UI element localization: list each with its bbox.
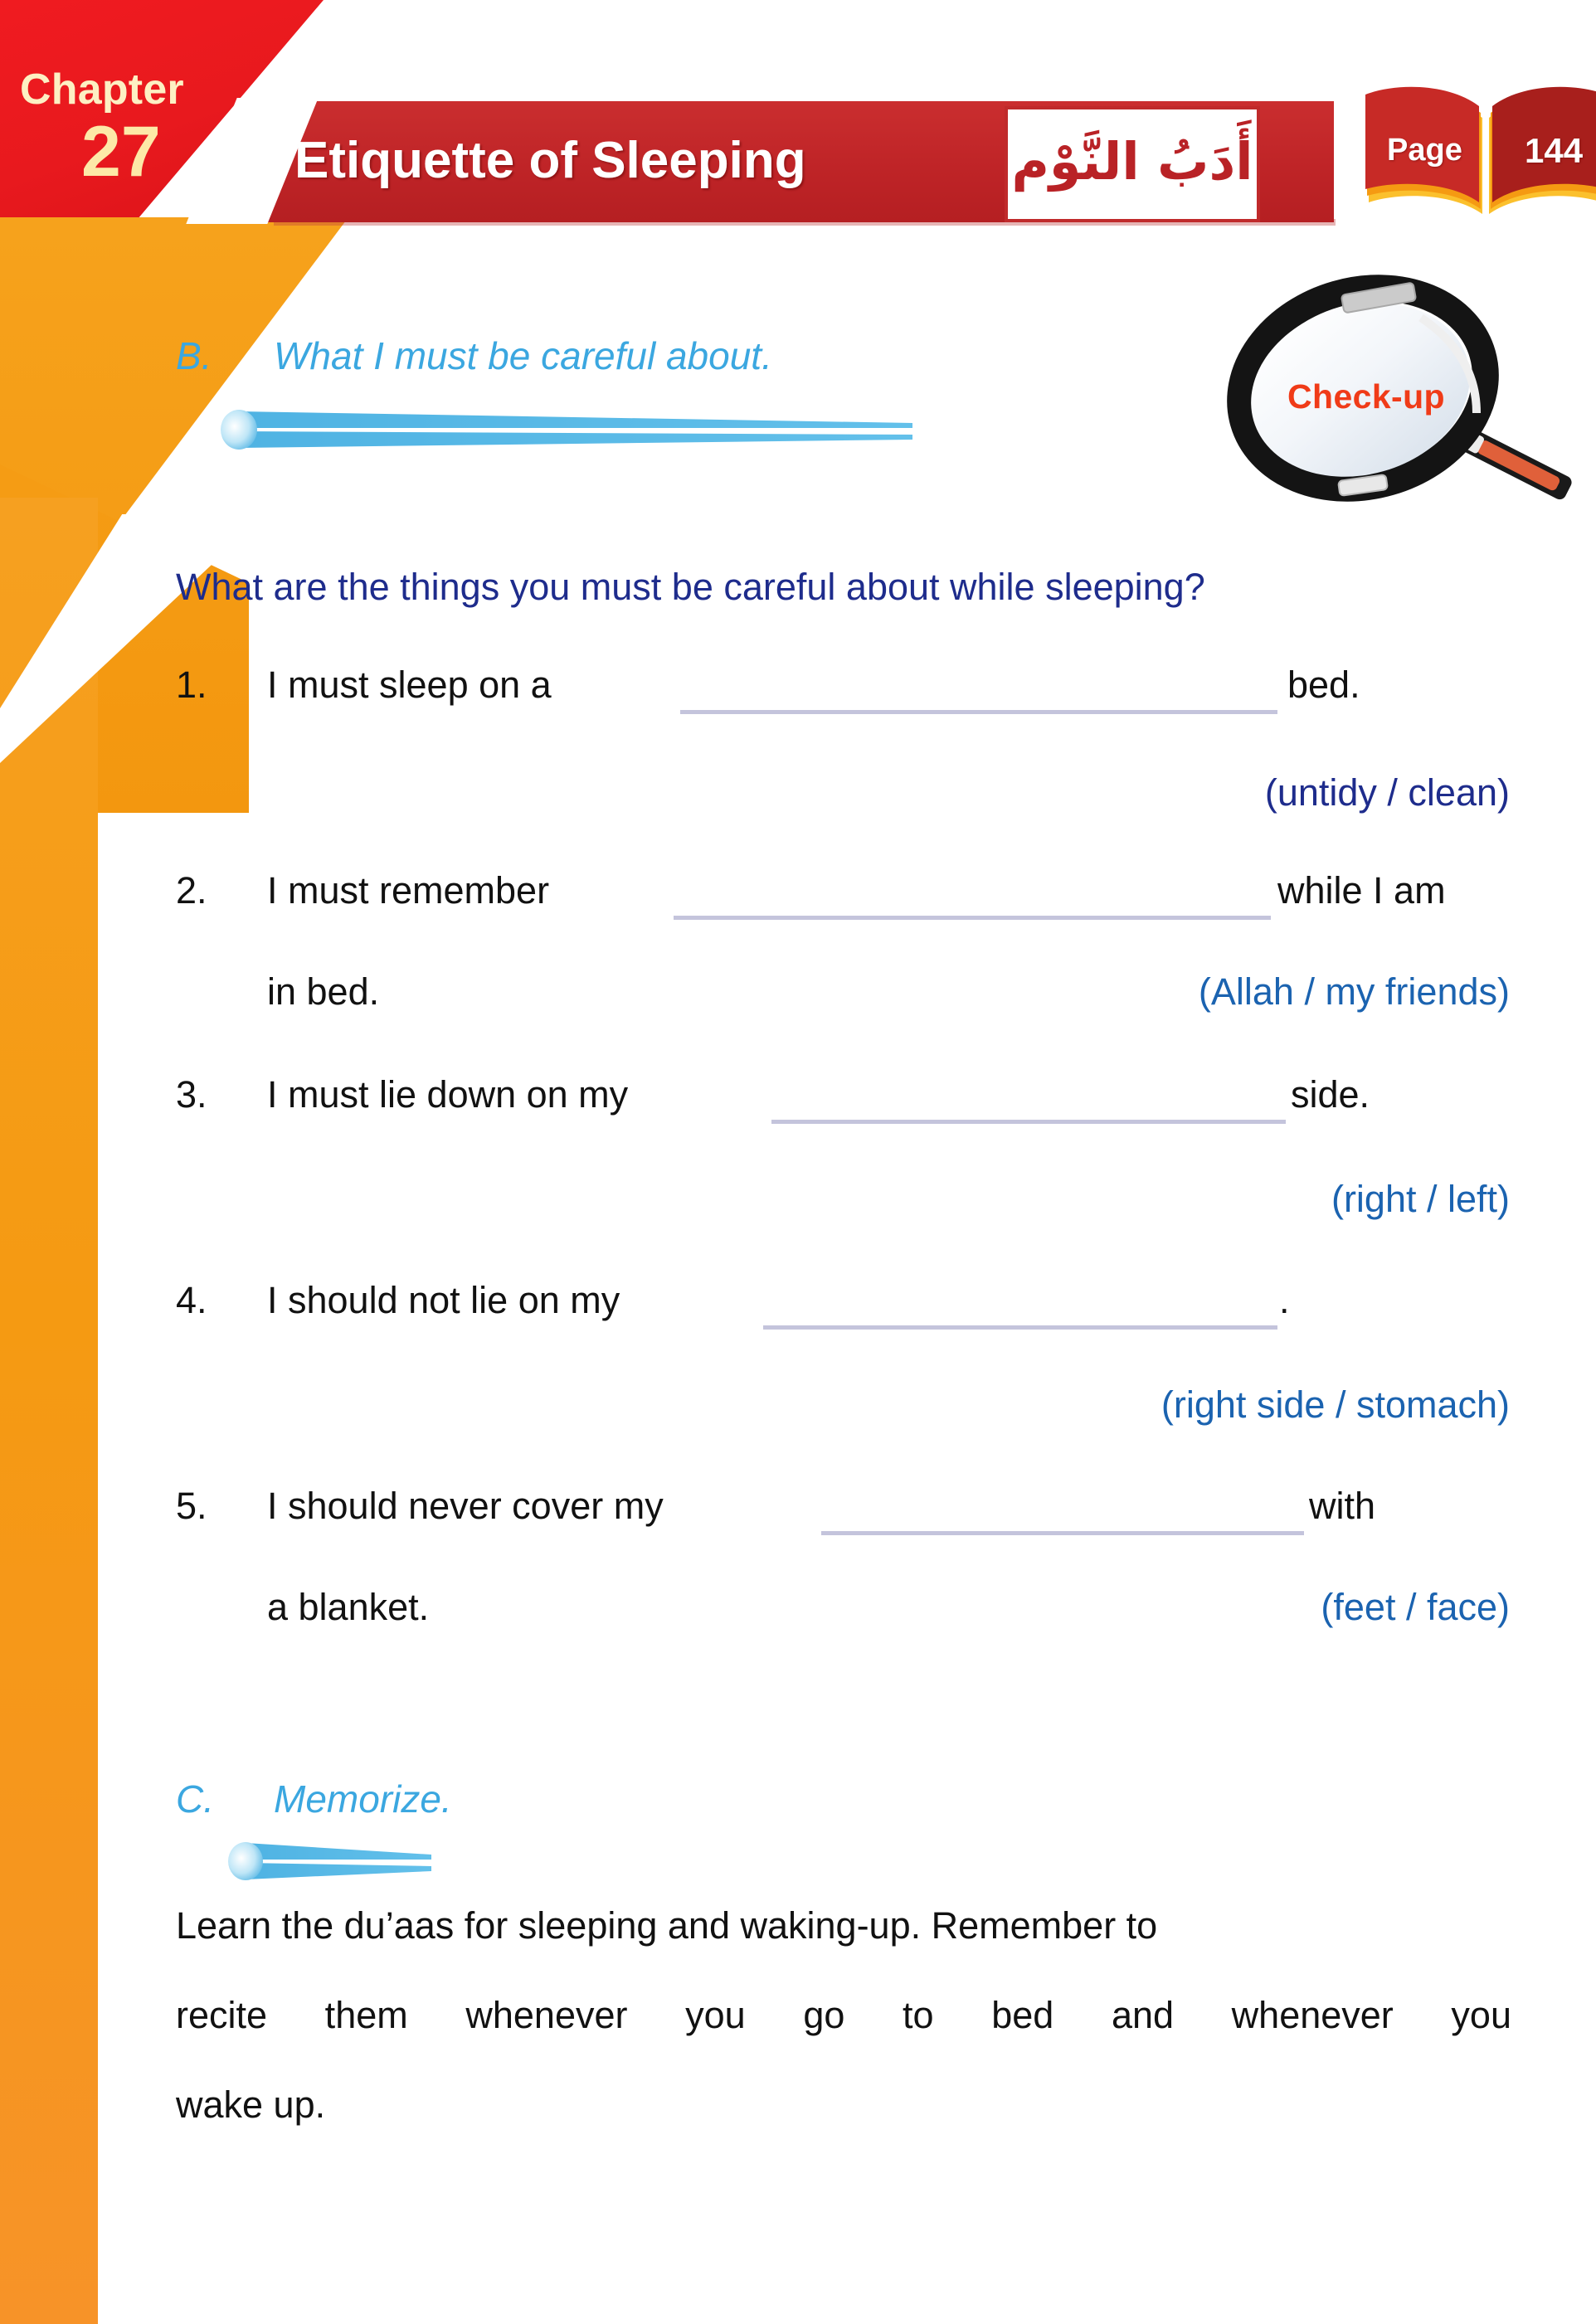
item-3-text-after: side. (1291, 1073, 1370, 1116)
page-number-value: 144 (1525, 131, 1584, 170)
chapter-number: 27 (81, 112, 161, 192)
item-1-number: 1. (176, 664, 207, 706)
item-5-text-after: with (1309, 1485, 1376, 1527)
arabic-title-box (1005, 106, 1260, 222)
item-2-answer-blank[interactable] (674, 916, 1271, 920)
item-5-hint: (feet / face) (1321, 1586, 1510, 1628)
check-up-label: Check-up (1287, 377, 1446, 416)
item-2-text-after: while I am (1277, 869, 1446, 912)
page-header (0, 0, 1596, 224)
section-c-letter: C. (176, 1777, 214, 1821)
item-1-text-after: bed. (1287, 664, 1360, 706)
section-b-title: What I must be careful about. (274, 334, 772, 377)
item-3-text-before: I must lie down on my (267, 1073, 629, 1116)
section-b-question: What are the things you must be careful about while sleeping? (176, 566, 1205, 608)
item-2-text-before: I must remember (267, 869, 550, 912)
item-5-text-before: I should never cover my (267, 1485, 664, 1527)
item-4-text-after: . (1279, 1279, 1290, 1321)
item-5-number: 5. (176, 1485, 207, 1527)
item-2-text-second-line: in bed. (267, 970, 380, 1013)
item-4-text-before: I should not lie on my (267, 1279, 620, 1321)
page-title-english: Etiquette of Sleeping (294, 132, 806, 189)
item-4-number: 4. (176, 1279, 207, 1321)
item-4-hint: (right side / stomach) (1161, 1383, 1510, 1426)
section-c-paragraph (176, 1881, 1511, 2150)
item-3-answer-blank[interactable] (771, 1120, 1286, 1124)
page-title-arabic: أَدَبُ النَّوْم (1011, 131, 1253, 192)
item-1-answer-blank[interactable] (680, 710, 1277, 714)
item-2-number: 2. (176, 869, 207, 912)
section-c-paragraph-line-2: recite them whenever you go to bed and whenever you (176, 1994, 1511, 2036)
section-c-title: Memorize. (274, 1777, 452, 1821)
item-4-answer-blank[interactable] (763, 1325, 1277, 1330)
section-b-underline-decoration (217, 403, 914, 460)
page-label: Page (1387, 133, 1462, 168)
section-c-paragraph-line-1: Learn the du’aas for sleeping and waking-up. Remember to (176, 1904, 1158, 1947)
section-b-letter: B. (176, 334, 212, 377)
item-3-hint: (right / left) (1331, 1178, 1510, 1220)
chapter-word-label: Chapter (20, 66, 184, 114)
item-1-hint: (untidy / clean) (1264, 771, 1510, 814)
item-2-hint: (Allah / my friends) (1198, 970, 1510, 1013)
item-5-text-second-line: a blanket. (267, 1586, 430, 1628)
item-1-text-before: I must sleep on a (267, 664, 552, 706)
section-c-paragraph-line-3: wake up. (176, 2083, 326, 2126)
item-5-answer-blank[interactable] (821, 1531, 1304, 1535)
item-3-number: 3. (176, 1073, 207, 1116)
